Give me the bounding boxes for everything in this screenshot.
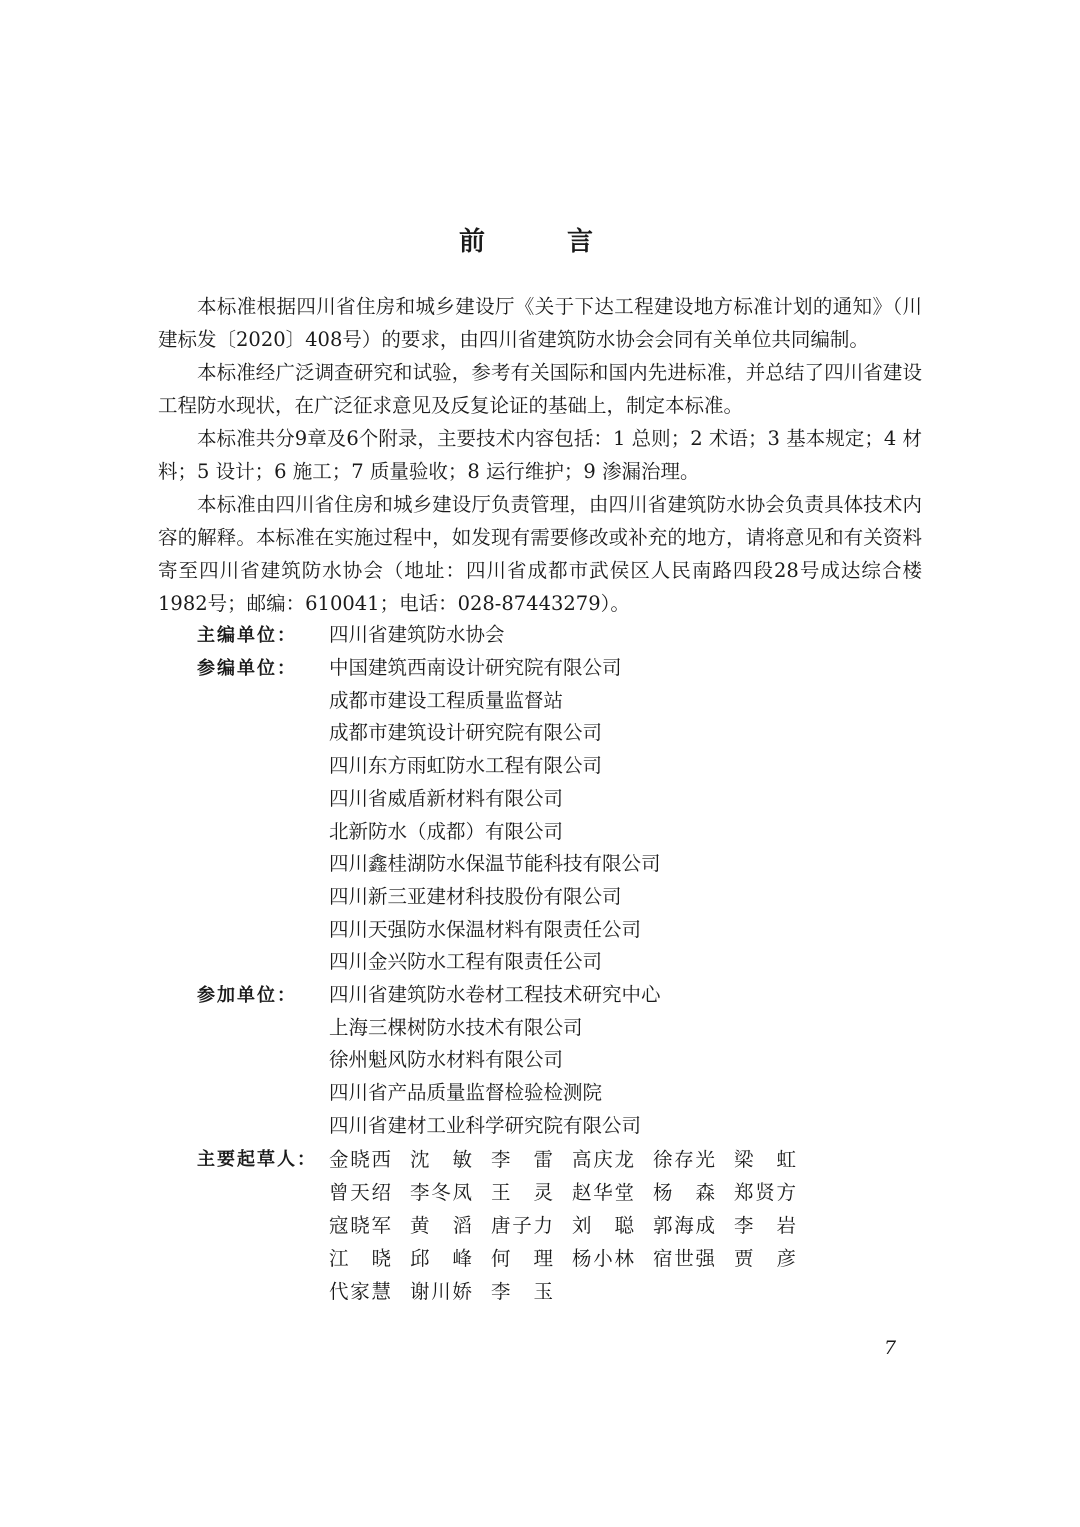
drafter-name: 黄 滔 (410, 1213, 472, 1237)
co-units-label: 参编单位： (197, 658, 297, 679)
drafters-list (329, 1143, 897, 1308)
participating-units-label: 参加单位： (197, 985, 297, 1007)
drafter-name: 郑贤方 (734, 1180, 796, 1204)
preface-paragraph: 本标准经广泛调查研究和试验，参考有关国际和国内先进标准，并总结了四川省建设工程防水现状，在广泛征求意见及反复论证的基础上，制定本标准。 (158, 361, 922, 417)
drafter-name: 杨小林 (572, 1246, 634, 1270)
drafters-label: 主要起草人： (197, 1148, 317, 1170)
drafter-name: 杨 森 (653, 1180, 715, 1204)
credits-section (197, 619, 897, 1308)
drafter-name: 郭海成 (653, 1213, 715, 1237)
unit-name: 成都市建设工程质量监督站 (329, 688, 564, 712)
unit-name: 上海三棵树防水技术有限公司 (329, 1015, 583, 1039)
drafter-name: 李冬凤 (410, 1180, 472, 1204)
unit-name: 四川鑫桂湖防水保温节能科技有限公司 (329, 852, 661, 876)
chief-unit-label: 主编单位： (197, 625, 297, 646)
drafter-name: 梁 虹 (734, 1147, 796, 1171)
unit-name: 四川省威盾新材料有限公司 (329, 786, 564, 810)
drafter-name: 徐存光 (653, 1147, 715, 1171)
unit-name: 四川天强防水保温材料有限责任公司 (329, 917, 642, 941)
participating-units-list (329, 979, 897, 1143)
preface-paragraph: 本标准根据四川省住房和城乡建设厅《关于下达工程建设地方标准计划的通知》（川建标发〔2020〕408号）的要求，由四川省建筑防水协会会同有关单位共同编制。 (158, 295, 922, 351)
drafter-name: 谢川娇 (410, 1279, 472, 1303)
drafter-name: 邱 峰 (410, 1246, 472, 1270)
drafter-name: 曾天绍 (329, 1180, 391, 1204)
drafter-name: 李 岩 (734, 1213, 796, 1237)
drafter-name: 高庆龙 (572, 1147, 634, 1171)
drafter-name: 宿世强 (653, 1246, 715, 1270)
drafter-name: 李 玉 (491, 1279, 553, 1303)
preface-body (158, 290, 922, 620)
drafter-name: 沈 敏 (410, 1147, 472, 1171)
preface-paragraph: 本标准由四川省住房和城乡建设厅负责管理，由四川省建筑防水协会负责具体技术内容的解释。本标准在实施过程中，如发现有需要修改或补充的地方，请将意见和有关资料寄至四川省建筑防水协会（地址：四川省成都市武侯区人民南路四段28号成达综合楼1982号；邮编：610041；电话：028-87443279）。 (158, 493, 922, 615)
unit-name: 四川省建筑防水协会 (329, 623, 505, 646)
preface-paragraph: 本标准共分9章及6个附录，主要技术内容包括：1 总则；2 术语；3 基本规定；4 材料；5 设计；6 施工；7 质量验收；8 运行维护；9 渗漏治理。 (158, 427, 922, 483)
drafter-name: 贾 彦 (734, 1246, 796, 1270)
unit-name: 徐州魁风防水材料有限公司 (329, 1048, 564, 1072)
drafter-name: 金晓西 (329, 1147, 391, 1171)
drafter-name: 李 雷 (491, 1147, 553, 1171)
unit-name: 四川省产品质量监督检验检测院 (329, 1081, 603, 1105)
page-number: 7 (884, 1337, 897, 1359)
drafters-group (197, 1143, 897, 1308)
page-title: 前 言 (458, 227, 621, 257)
unit-name: 四川东方雨虹防水工程有限公司 (329, 754, 603, 778)
drafter-name: 代家慧 (329, 1279, 391, 1303)
chief-unit-list (329, 619, 897, 652)
drafter-name: 江 晓 (329, 1246, 391, 1270)
chief-unit-group (197, 619, 897, 652)
drafter-name: 王 灵 (491, 1180, 553, 1204)
co-units-group (197, 652, 897, 979)
co-units-list (329, 652, 897, 979)
drafter-name: 赵华堂 (572, 1180, 634, 1204)
unit-name: 北新防水（成都）有限公司 (329, 819, 564, 843)
unit-name: 中国建筑西南设计研究院有限公司 (329, 656, 622, 679)
unit-name: 成都市建筑设计研究院有限公司 (329, 721, 603, 745)
unit-name: 四川金兴防水工程有限责任公司 (329, 950, 603, 974)
drafter-name: 唐子力 (491, 1213, 553, 1237)
drafter-name: 刘 聪 (572, 1213, 634, 1237)
participating-units-group (197, 979, 897, 1143)
unit-name: 四川省建材工业科学研究院有限公司 (329, 1113, 642, 1137)
unit-name: 四川省建筑防水卷材工程技术研究中心 (329, 983, 661, 1007)
unit-name: 四川新三亚建材科技股份有限公司 (329, 884, 622, 908)
drafter-name: 何 理 (491, 1246, 553, 1270)
drafter-name: 寇晓军 (329, 1213, 391, 1237)
